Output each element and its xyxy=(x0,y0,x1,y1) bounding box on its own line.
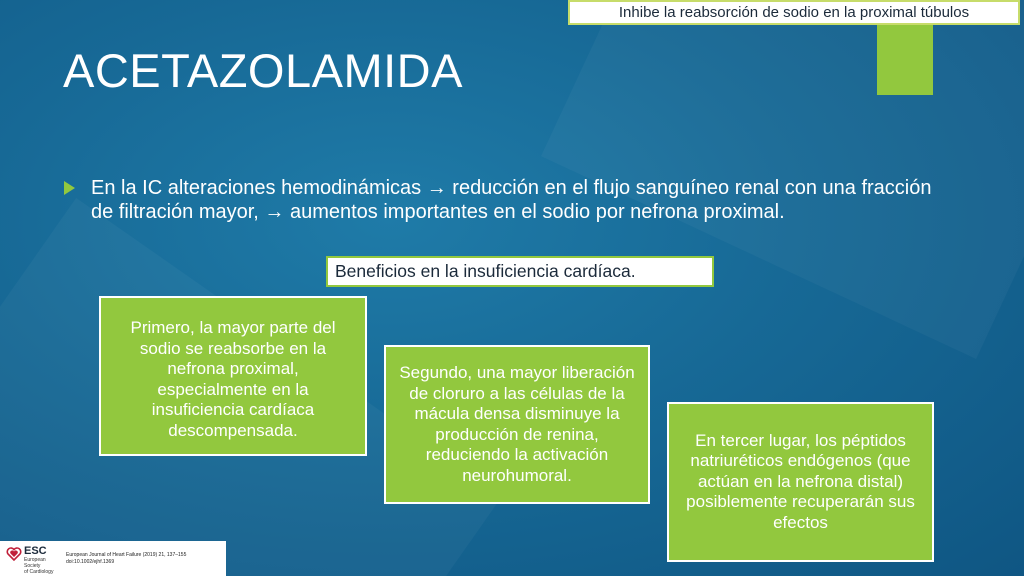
reference-box xyxy=(0,541,226,576)
esc-logo-sub-line-1: European Society xyxy=(24,557,46,569)
heart-icon xyxy=(6,546,22,562)
esc-logo xyxy=(6,544,62,574)
benefit-box-2: Segundo, una mayor liberación de cloruro a las células de la mácula densa disminuye la producción de renina, reduciendo la activación neurohumoral. xyxy=(384,345,650,504)
slide-title: ACETAZOLAMIDA xyxy=(63,44,463,97)
bullet-arrow-icon xyxy=(64,181,75,195)
journal-citation: European Journal of Heart Failure (2019) 21, 137–155 xyxy=(66,552,187,558)
benefit-box-1: Primero, la mayor parte del sodio se reabsorbe en la nefrona proximal, especialmente en la insuficiencia cardíaca descompensada. xyxy=(99,296,367,456)
accent-bar xyxy=(877,22,933,95)
doi-citation: doi:10.1002/ejhf.1369 xyxy=(66,559,115,565)
benefit-box-3: En tercer lugar, los péptidos natriuréticos endógenos (que actúan en la nefrona distal) posiblemente recuperarán sus efectos xyxy=(667,402,934,562)
benefits-callout: Beneficios en la insuficiencia cardíaca. xyxy=(326,256,714,287)
esc-logo-text: ESC xyxy=(24,545,47,557)
esc-logo-subtitle xyxy=(24,557,62,575)
esc-logo-sub-line-2: of Cardiology xyxy=(24,569,54,575)
top-note-label: Inhibe la reabsorción de sodio en la proximal túbulos xyxy=(568,0,1020,25)
bullet-text: En la IC alteraciones hemodinámicas → reducción en el flujo sanguíneo renal con una fracción de filtración mayor, → aumentos importantes en el sodio por nefrona proximal. xyxy=(91,177,932,223)
